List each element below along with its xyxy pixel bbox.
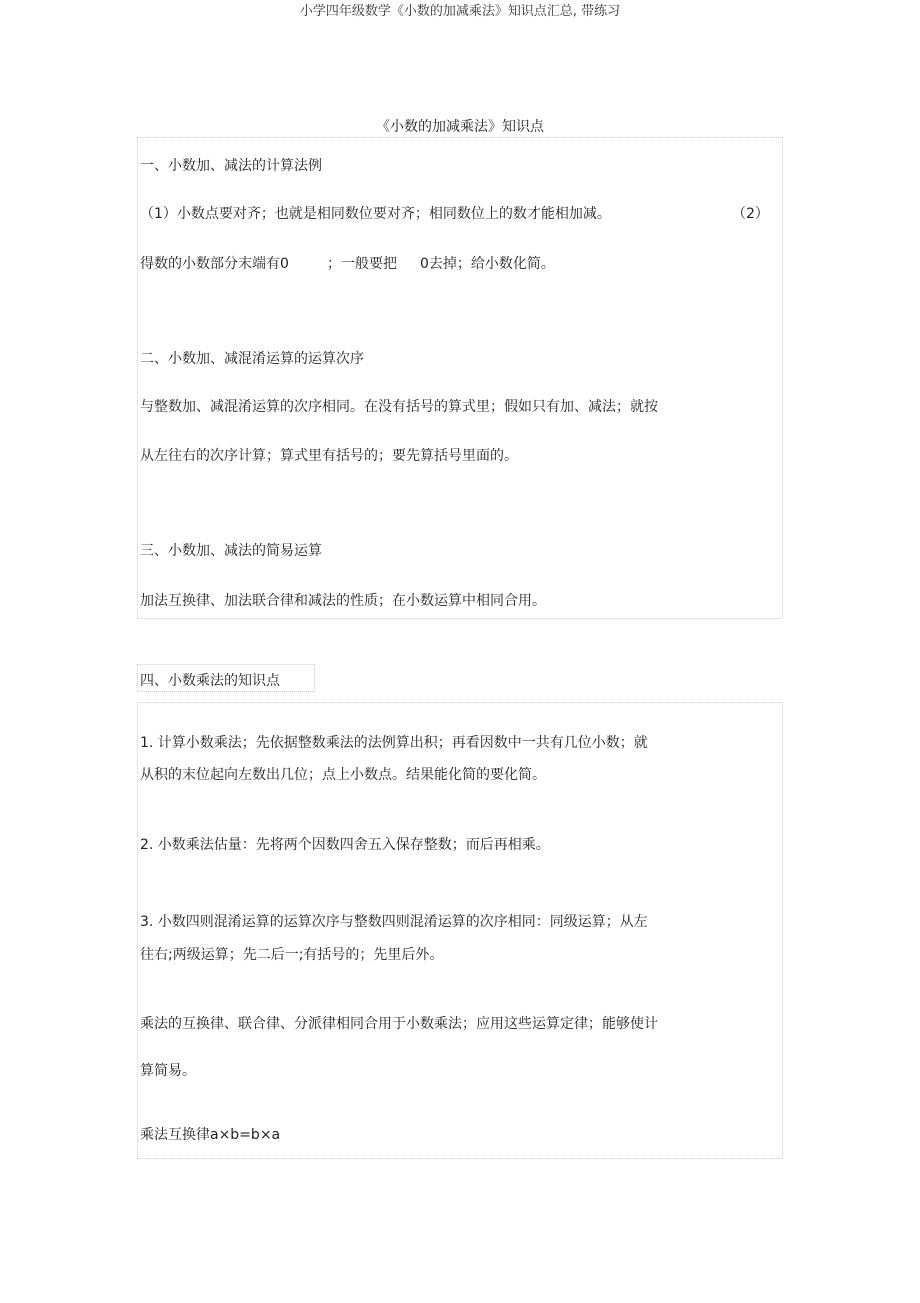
document-title: 《小数的加减乘法》知识点 xyxy=(376,119,544,135)
section-4-point-2: 2. 小数乘法估量：先将两个因数四舍五入保存整数；而后再相乘。 xyxy=(140,837,550,853)
page-header: 小学四年级数学《小数的加减乘法》知识点汇总, 带练习 xyxy=(299,4,621,19)
section-1-rule-2-part-c: 0去掉；给小数化简。 xyxy=(420,256,555,272)
section-4-point-1-line-2: 从积的末位起向左数出几位；点上小数点。结果能化简的要化简。 xyxy=(140,767,546,783)
section-1-heading: 一、小数加、减法的计算法例 xyxy=(140,158,322,174)
section-4-point-4-line-2: 算简易。 xyxy=(140,1063,196,1079)
section-4-heading: 四、小数乘法的知识点 xyxy=(140,673,280,689)
section-1-rule-1: （1）小数点要对齐；也就是相同数位要对齐；相同数位上的数才能相加减。 xyxy=(140,206,611,222)
section-4-point-3-line-2: 往右;两级运算；先二后一;有括号的；先里后外。 xyxy=(140,947,444,963)
section-4-point-4-line-1: 乘法的互换律、联合律、分派律相同合用于小数乘法；应用这些运算定律；能够使计 xyxy=(140,1016,658,1032)
section-1-rule-2-part-b: ；一般要把 xyxy=(327,256,397,272)
section-4-point-1-line-1: 1. 计算小数乘法；先依据整数乘法的法例算出积；再看因数中一共有几位小数；就 xyxy=(140,735,648,751)
section-1-rule-2-number: （2） xyxy=(732,206,769,222)
section-1-rule-2-part-a: 得数的小数部分末端有0 xyxy=(140,256,289,272)
section-4-point-3-line-1: 3. 小数四则混淆运算的运算次序与整数四则混淆运算的次序相同：同级运算；从左 xyxy=(140,914,648,930)
section-3-line-1: 加法互换律、加法联合律和减法的性质；在小数运算中相同合用。 xyxy=(140,593,546,609)
section-2-line-1: 与整数加、减混淆运算的次序相同。在没有括号的算式里；假如只有加、减法；就按 xyxy=(140,399,658,415)
section-2-heading: 二、小数加、减混淆运算的运算次序 xyxy=(140,351,364,367)
section-3-heading: 三、小数加、减法的简易运算 xyxy=(140,543,322,559)
section-2-line-2: 从左往右的次序计算；算式里有括号的；要先算括号里面的。 xyxy=(140,448,518,464)
section-4-commutative-law: 乘法互换律a×b=b×a xyxy=(140,1127,281,1143)
